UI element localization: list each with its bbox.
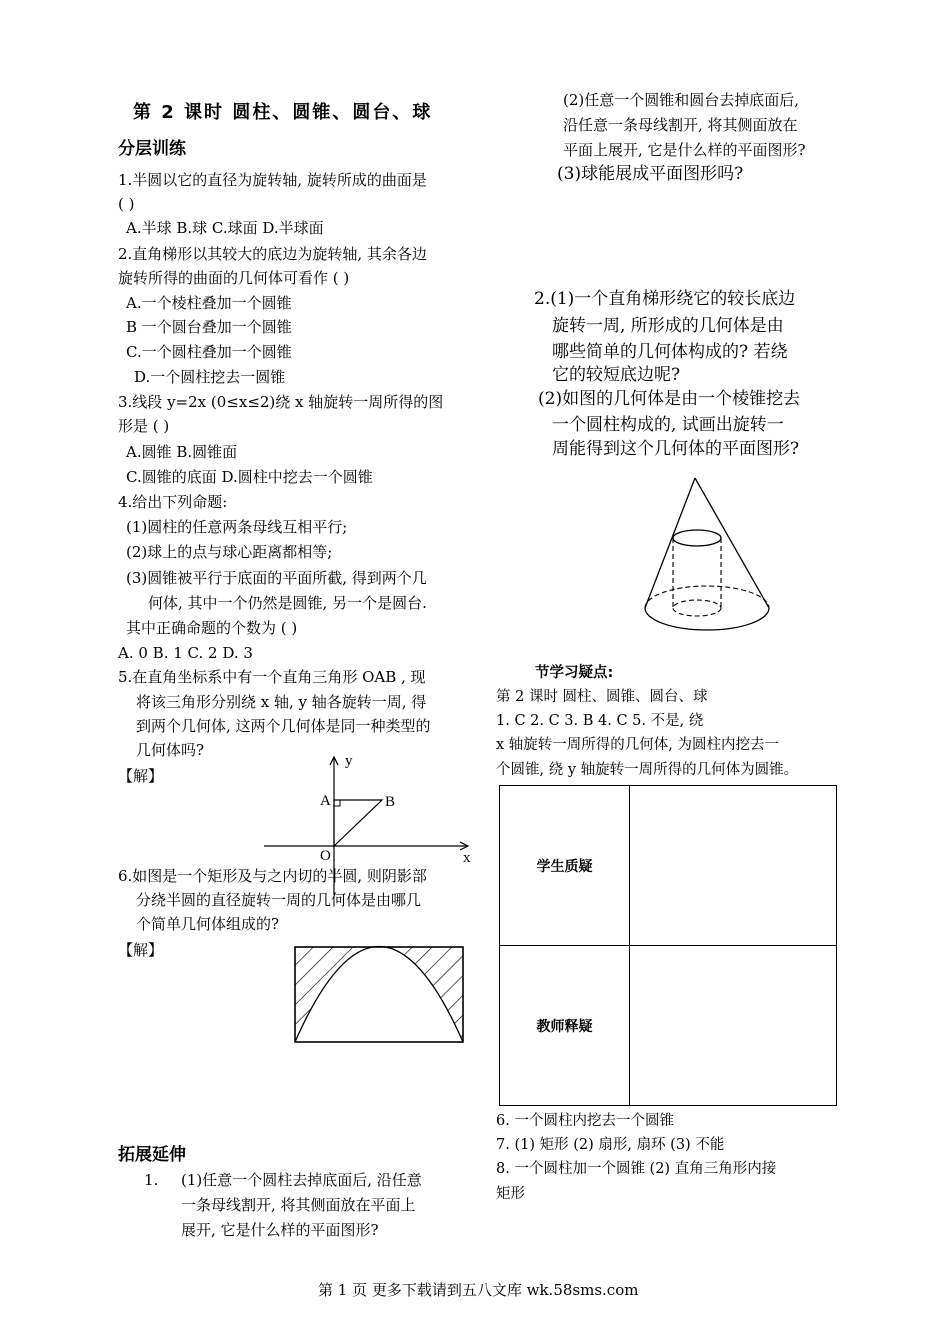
section-heading-extension: 拓展延伸	[118, 1145, 186, 1165]
q2-option-c: C.一个圆柱叠加一个圆锥	[126, 343, 292, 361]
q6-answer-label: 【解】	[118, 941, 164, 959]
q3-line2: 形是 ( )	[118, 417, 170, 435]
q4-prop3b: 何体, 其中一个仍然是圆锥, 另一个是圆台.	[148, 594, 427, 612]
ext2-line3: 哪些简单的几何体构成的? 若绕	[552, 342, 788, 362]
q2-option-a: A.一个棱柱叠加一个圆锥	[126, 294, 292, 312]
q4-line5: 其中正确命题的个数为 ( )	[126, 619, 298, 637]
q4-line1: 4.给出下列命题:	[118, 493, 228, 511]
q6-line3: 个简单几何体组成的?	[136, 915, 280, 933]
shaded-rectangle-semicircle-figure	[294, 946, 464, 1043]
ext2-line6: 一个圆柱构成的, 试画出旋转一	[552, 415, 784, 435]
q4-prop3a: (3)圆锥被平行于底面的平面所截, 得到两个几	[126, 569, 427, 587]
ext2-line4: 它的较短底边呢?	[552, 365, 681, 385]
table-label-student: 学生质疑	[500, 786, 630, 946]
q1-line1: 1.半圆以它的直径为旋转轴, 旋转所成的曲面是	[118, 171, 427, 189]
ext1-number: 1.	[144, 1171, 159, 1189]
answers-line1: 1. C 2. C 3. B 4. C 5. 不是, 绕	[496, 713, 704, 729]
ext1-line1: (1)任意一个圆柱去掉底面后, 沿任意	[181, 1171, 422, 1189]
ext2-line2: 旋转一周, 所形成的几何体是由	[552, 316, 784, 336]
q3-line1: 3.线段 y=2x (0≤x≤2)绕 x 轴旋转一周所得的图	[118, 393, 444, 411]
q4-options: A. 0 B. 1 C. 2 D. 3	[118, 644, 253, 662]
q5-line1: 5.在直角坐标系中有一个直角三角形 OAB , 现	[118, 668, 426, 686]
answer-6: 6. 一个圆柱内挖去一个圆锥	[496, 1113, 674, 1129]
ext2-line1: 2.(1)一个直角梯形绕它的较长底边	[534, 289, 796, 309]
q5-line4: 几何体吗?	[136, 741, 205, 759]
axis-label-x: x	[463, 850, 471, 866]
ext2-line5: (2)如图的几何体是由一个棱锥挖去	[538, 389, 801, 409]
q6-line1: 6.如图是一个矩形及与之内切的半圆, 则阴影部	[118, 867, 427, 885]
table-cell-teacher-content[interactable]	[630, 946, 837, 1106]
ext1-part2-line3: 平面上展开, 它是什么样的平面图形?	[563, 141, 806, 159]
ext1-part2-line2: 沿任意一条母线割开, 将其侧面放在	[563, 116, 798, 134]
axis-label-y: y	[345, 753, 353, 769]
table-cell-student-content[interactable]	[630, 786, 837, 946]
point-label-a: A	[320, 793, 331, 809]
table-label-teacher: 教师释疑	[500, 946, 630, 1106]
q2-line2: 旋转所得的曲面的几何体可看作 ( )	[118, 269, 350, 287]
ext1-line2: 一条母线割开, 将其侧面放在平面上	[181, 1196, 416, 1214]
answer-7: 7. (1) 矩形 (2) 扇形, 扇环 (3) 不能	[496, 1137, 725, 1153]
q2-option-d: D.一个圆柱挖去一圆锥	[134, 368, 286, 386]
q6-line2: 分绕半圆的直径旋转一周的几何体是由哪几	[136, 891, 422, 909]
cone-with-cylinder-figure	[640, 475, 775, 650]
ext1-part3: (3)球能展成平面图形吗?	[557, 164, 744, 184]
page-footer: 第 1 页 更多下载请到五八文库 wk.58sms.com	[318, 1281, 639, 1299]
q2-line1: 2.直角梯形以其较大的底边为旋转轴, 其余各边	[118, 245, 427, 263]
answers-line3: 个圆锥, 绕 y 轴旋转一周所得的几何体为圆锥。	[496, 762, 799, 778]
q1-options: A.半球 B.球 C.球面 D.半球面	[126, 219, 324, 237]
ext1-line3: 展开, 它是什么样的平面图形?	[181, 1221, 379, 1239]
question-answer-table	[499, 785, 837, 1106]
answers-line2: x 轴旋转一周所得的几何体, 为圆柱内挖去一	[496, 737, 780, 753]
answer-8: 8. 一个圆柱加一个圆锥 (2) 直角三角形内接	[496, 1161, 777, 1177]
q4-prop2: (2)球上的点与球心距离都相等;	[126, 543, 333, 561]
answers-heading: 节学习疑点:	[535, 665, 614, 681]
ext1-part2-line1: (2)任意一个圆锥和圆台去掉底面后,	[563, 91, 800, 109]
answer-8-cont: 矩形	[496, 1186, 525, 1202]
point-label-b: B	[385, 794, 396, 810]
q5-answer-label: 【解】	[118, 767, 164, 785]
answers-title: 第 2 课时 圆柱、圆锥、圆台、球	[496, 689, 708, 705]
point-label-o: O	[320, 848, 331, 864]
q3-options-cd: C.圆锥的底面 D.圆柱中挖去一个圆锥	[126, 468, 373, 486]
ext2-line7: 周能得到这个几何体的平面图形?	[552, 439, 800, 459]
q2-option-b: B 一个圆台叠加一个圆锥	[126, 318, 292, 336]
q3-options-ab: A.圆锥 B.圆锥面	[126, 443, 238, 461]
q1-line2: ( )	[118, 195, 135, 213]
q5-line2: 将该三角形分别绕 x 轴, y 轴各旋转一周, 得	[136, 693, 427, 711]
section-heading-training: 分层训练	[118, 139, 186, 159]
q5-line3: 到两个几何体, 这两个几何体是同一种类型的	[136, 717, 431, 735]
page-title: 第 2 课时 圆柱、圆锥、圆台、球	[133, 102, 433, 123]
q4-prop1: (1)圆柱的任意两条母线互相平行;	[126, 518, 348, 536]
